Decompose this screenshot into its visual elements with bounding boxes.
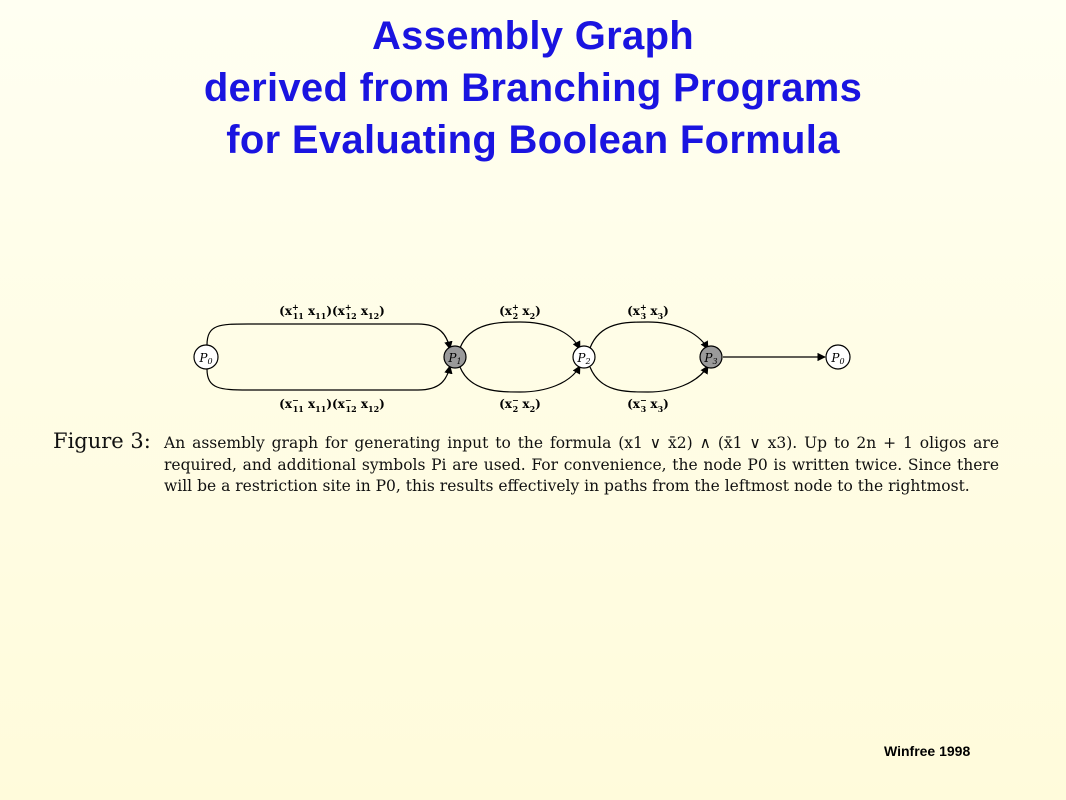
edge-label-bottom-2: (x− 2 $x_2$) <box>499 395 541 414</box>
svg-text:P0: P0 <box>831 351 845 366</box>
edge-bottom-3 <box>590 366 708 392</box>
title-line-1: Assembly Graph <box>371 14 695 58</box>
edge-label-top-3: (x+ 3 $x_3$) <box>627 302 669 321</box>
source-credit: Winfree 1998 <box>884 743 971 759</box>
edge-bottom-1 <box>207 366 450 390</box>
edge-top-3 <box>590 322 708 349</box>
edge-label-top-1: (x+ 11 $x_{11})(x^+$ 12 $x_{12}$) <box>279 302 385 321</box>
node-p2 <box>573 346 595 368</box>
title-line-2: derived from Branching Programs <box>203 66 863 110</box>
figure-label: Figure 3: <box>53 429 151 453</box>
svg-text:P2: P2 <box>577 351 591 366</box>
figure-caption: An assembly graph for generating input to the formula (x1 ∨ x̄2) ∧ (x̄1 ∨ x3). Up to 2n + 1 oligos are required, and additional symbols Pi are used. For convenience, the node P0 is written twice. Since there will be a restriction site in P0, this results effectively in paths from the leftmost node to the rightmost. <box>164 434 999 495</box>
node-p1 <box>444 346 466 368</box>
title-line-3: for Evaluating Boolean Formula <box>226 118 840 162</box>
edge-label-bottom-3: (x− 3 $x_3$) <box>627 395 669 414</box>
node-p3 <box>700 346 722 368</box>
svg-text:P1: P1 <box>448 351 462 366</box>
svg-text:P0: P0 <box>199 351 213 366</box>
node-p0-left <box>194 345 218 369</box>
node-p0-right <box>826 345 850 369</box>
edge-top-2 <box>460 322 580 349</box>
edge-label-top-2: (x+ 2 $x_2$) <box>499 302 541 321</box>
edge-label-bottom-1: (x− 11 $x_{11})(x^-$ 12 $x_{12}$) <box>279 395 385 414</box>
svg-text:P3: P3 <box>704 351 718 366</box>
edge-bottom-2 <box>460 366 580 392</box>
edge-top-1 <box>207 324 450 349</box>
